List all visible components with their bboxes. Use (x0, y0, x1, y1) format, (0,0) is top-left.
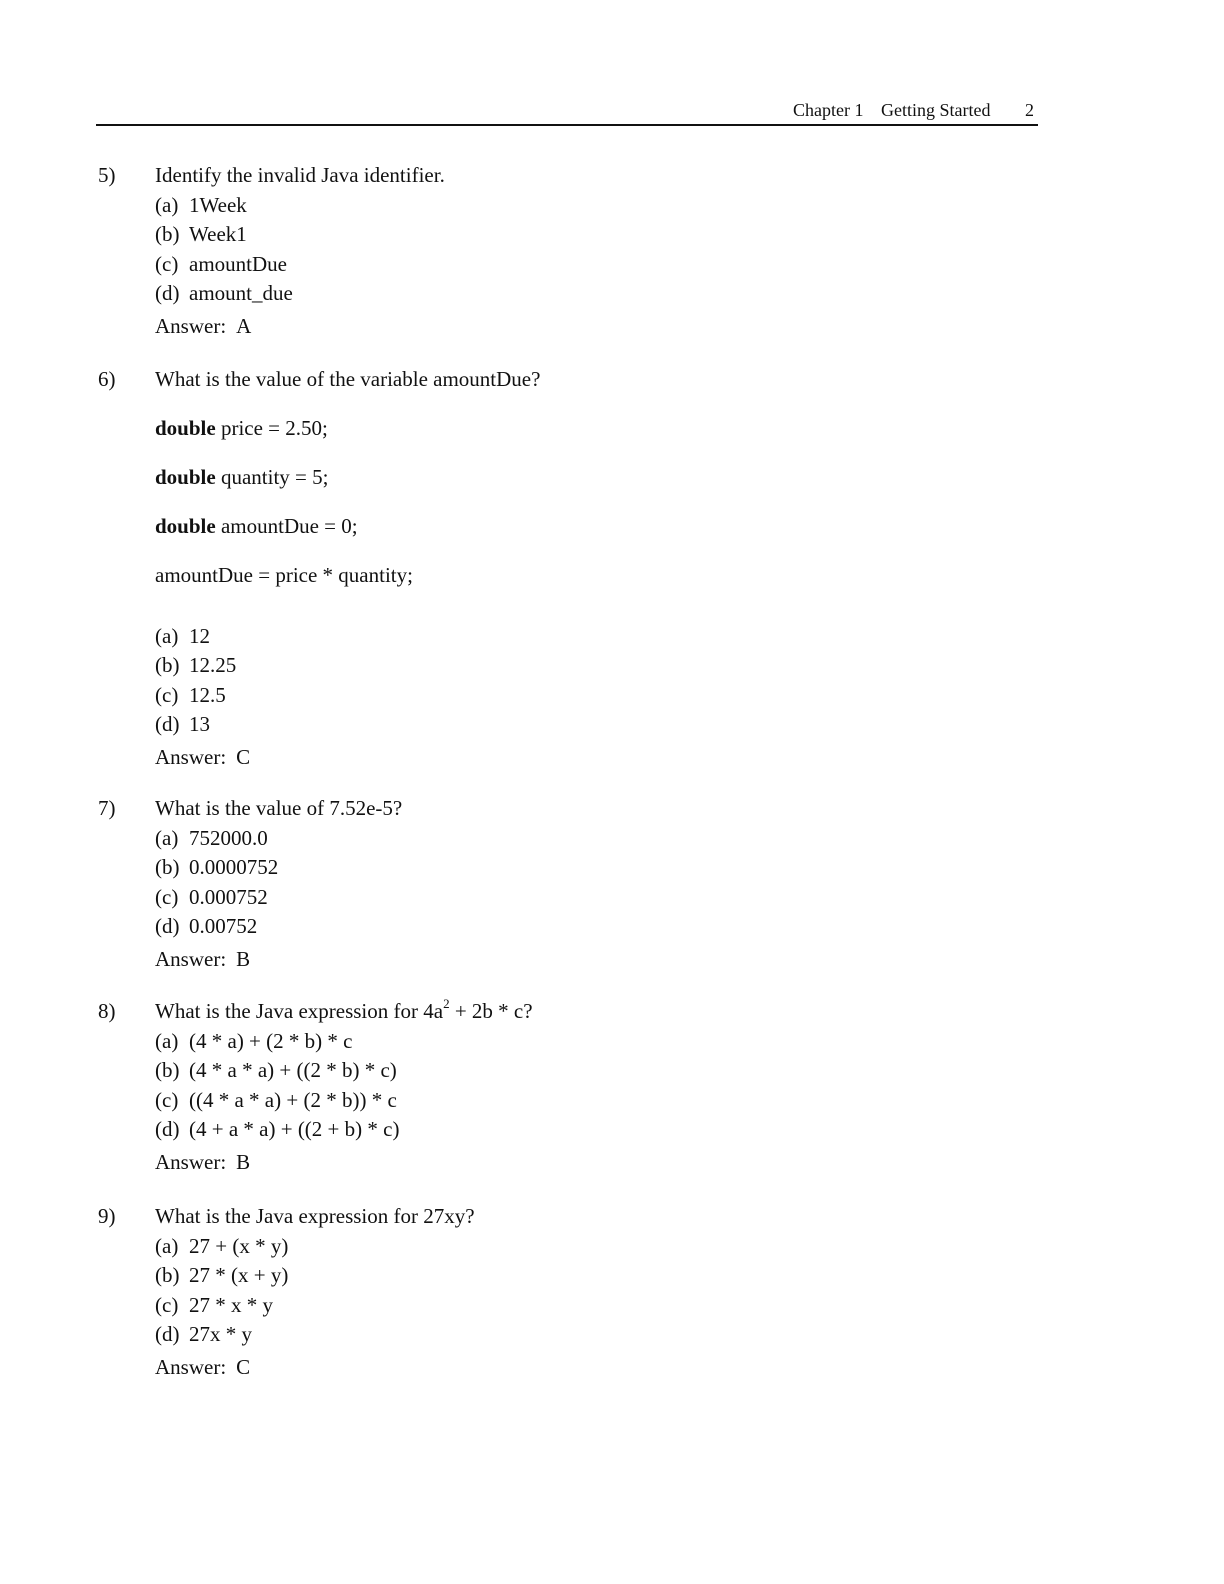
option-text: 27x * y (189, 1321, 252, 1346)
answer-label: Answer: (155, 314, 227, 339)
option-text: (4 * a) + (2 * b) * c (189, 1029, 353, 1053)
stem-text: What is the Java expression for 4a (155, 999, 444, 1023)
option-list (155, 191, 1035, 308)
option-text: 0.00752 (189, 913, 258, 938)
option-c (155, 250, 1035, 279)
option-letter: (d) (155, 1116, 180, 1141)
answer-value: C (236, 1355, 251, 1380)
option-letter: (a) (155, 193, 179, 217)
option-letter: (d) (155, 913, 180, 938)
chapter-label: Chapter 1 (793, 100, 864, 120)
question-stem: Identify the invalid Java identifier. (155, 163, 445, 187)
answer-label: Answer: (155, 745, 227, 770)
option-letter: (b) (155, 855, 180, 880)
option-d (155, 710, 1035, 739)
question-stem: What is the Java expression for 27xy? (155, 1204, 475, 1228)
option-c (155, 1086, 1035, 1115)
code-block (155, 414, 1035, 610)
option-list (155, 1027, 1035, 1144)
option-letter: (d) (155, 280, 180, 305)
option-b (155, 651, 1035, 680)
option-b (155, 853, 1035, 882)
answer-line (155, 743, 1035, 772)
question-stem: What is the value of the variable amountDue? (155, 367, 541, 391)
option-list (155, 622, 1035, 739)
option-letter: (c) (155, 1292, 179, 1317)
option-letter: (b) (155, 653, 180, 678)
question-body (155, 794, 1035, 974)
answer-label: Answer: (155, 1150, 227, 1175)
question-number: 6) (98, 367, 116, 391)
option-c (155, 883, 1035, 912)
option-letter: (c) (155, 251, 179, 276)
code-line (155, 414, 1035, 463)
option-text: amount_due (189, 280, 293, 305)
code-text: amountDue = 0; (215, 514, 358, 538)
option-text: 12 (189, 624, 210, 648)
option-text: 12.5 (189, 682, 226, 707)
option-b (155, 1056, 1035, 1085)
option-a (155, 1027, 1035, 1056)
code-keyword: double (155, 416, 216, 440)
option-text: 27 + (x * y) (189, 1234, 289, 1258)
option-c (155, 1291, 1035, 1320)
option-text: 13 (189, 711, 210, 736)
option-a (155, 824, 1035, 853)
answer-value: B (236, 947, 251, 972)
answer-line (155, 945, 1035, 974)
option-d (155, 279, 1035, 308)
option-b (155, 1261, 1035, 1290)
option-list (155, 824, 1035, 941)
option-d (155, 912, 1035, 941)
question-body (155, 1202, 1035, 1382)
option-letter: (b) (155, 1058, 180, 1083)
option-text: 27 * (x + y) (189, 1263, 289, 1288)
code-text: quantity = 5; (215, 465, 329, 489)
question-stem (155, 997, 1035, 1026)
option-text: Week1 (189, 222, 247, 247)
code-text: price = 2.50; (215, 416, 328, 440)
code-line (155, 512, 1035, 561)
option-letter: (c) (155, 682, 179, 707)
code-line (155, 561, 1035, 610)
option-a (155, 622, 1035, 651)
option-text: 0.0000752 (189, 855, 279, 880)
code-keyword: double (155, 465, 216, 489)
option-letter: (b) (155, 222, 180, 247)
option-letter: (a) (155, 826, 179, 850)
question-number: 9) (98, 1204, 116, 1228)
option-text: (4 * a * a) + ((2 * b) * c) (189, 1058, 397, 1083)
option-letter: (c) (155, 1087, 179, 1112)
option-text: (4 + a * a) + ((2 + b) * c) (189, 1116, 400, 1141)
question-stem: What is the value of 7.52e-5? (155, 796, 403, 820)
code-text: amountDue = price * quantity; (155, 563, 413, 587)
exponent: 2 (443, 996, 450, 1011)
option-d (155, 1320, 1035, 1349)
option-d (155, 1115, 1035, 1144)
option-list (155, 1232, 1035, 1349)
option-text: 752000.0 (189, 826, 268, 850)
page-number: 2 (1025, 100, 1034, 120)
code-line (155, 463, 1035, 512)
running-header (96, 100, 1038, 126)
answer-line (155, 1353, 1035, 1382)
option-text: 1Week (189, 193, 247, 217)
question-number: 7) (98, 796, 116, 820)
option-b (155, 220, 1035, 249)
option-letter: (b) (155, 1263, 180, 1288)
option-text: 27 * x * y (189, 1292, 273, 1317)
option-text: amountDue (189, 251, 287, 276)
option-a (155, 1232, 1035, 1261)
option-a (155, 191, 1035, 220)
option-letter: (d) (155, 711, 180, 736)
question-number: 5) (98, 163, 116, 187)
option-text: 0.000752 (189, 884, 268, 909)
option-letter: (a) (155, 1029, 179, 1053)
question-body (155, 997, 1035, 1177)
option-c (155, 681, 1035, 710)
option-letter: (c) (155, 884, 179, 909)
section-title: Getting Started (881, 100, 991, 120)
option-letter: (a) (155, 624, 179, 648)
answer-label: Answer: (155, 1355, 227, 1380)
stem-text: + 2b * c? (449, 999, 533, 1023)
answer-value: A (236, 314, 252, 339)
option-letter: (d) (155, 1321, 180, 1346)
answer-label: Answer: (155, 947, 227, 972)
option-text: ((4 * a * a) + (2 * b)) * c (189, 1087, 397, 1112)
question-body (155, 161, 1035, 341)
code-keyword: double (155, 514, 216, 538)
answer-line (155, 1148, 1035, 1177)
answer-line (155, 312, 1035, 341)
answer-value: C (236, 745, 251, 770)
question-number: 8) (98, 999, 116, 1023)
question-body (155, 365, 1035, 772)
answer-value: B (236, 1150, 251, 1175)
option-letter: (a) (155, 1234, 179, 1258)
option-text: 12.25 (189, 653, 237, 678)
